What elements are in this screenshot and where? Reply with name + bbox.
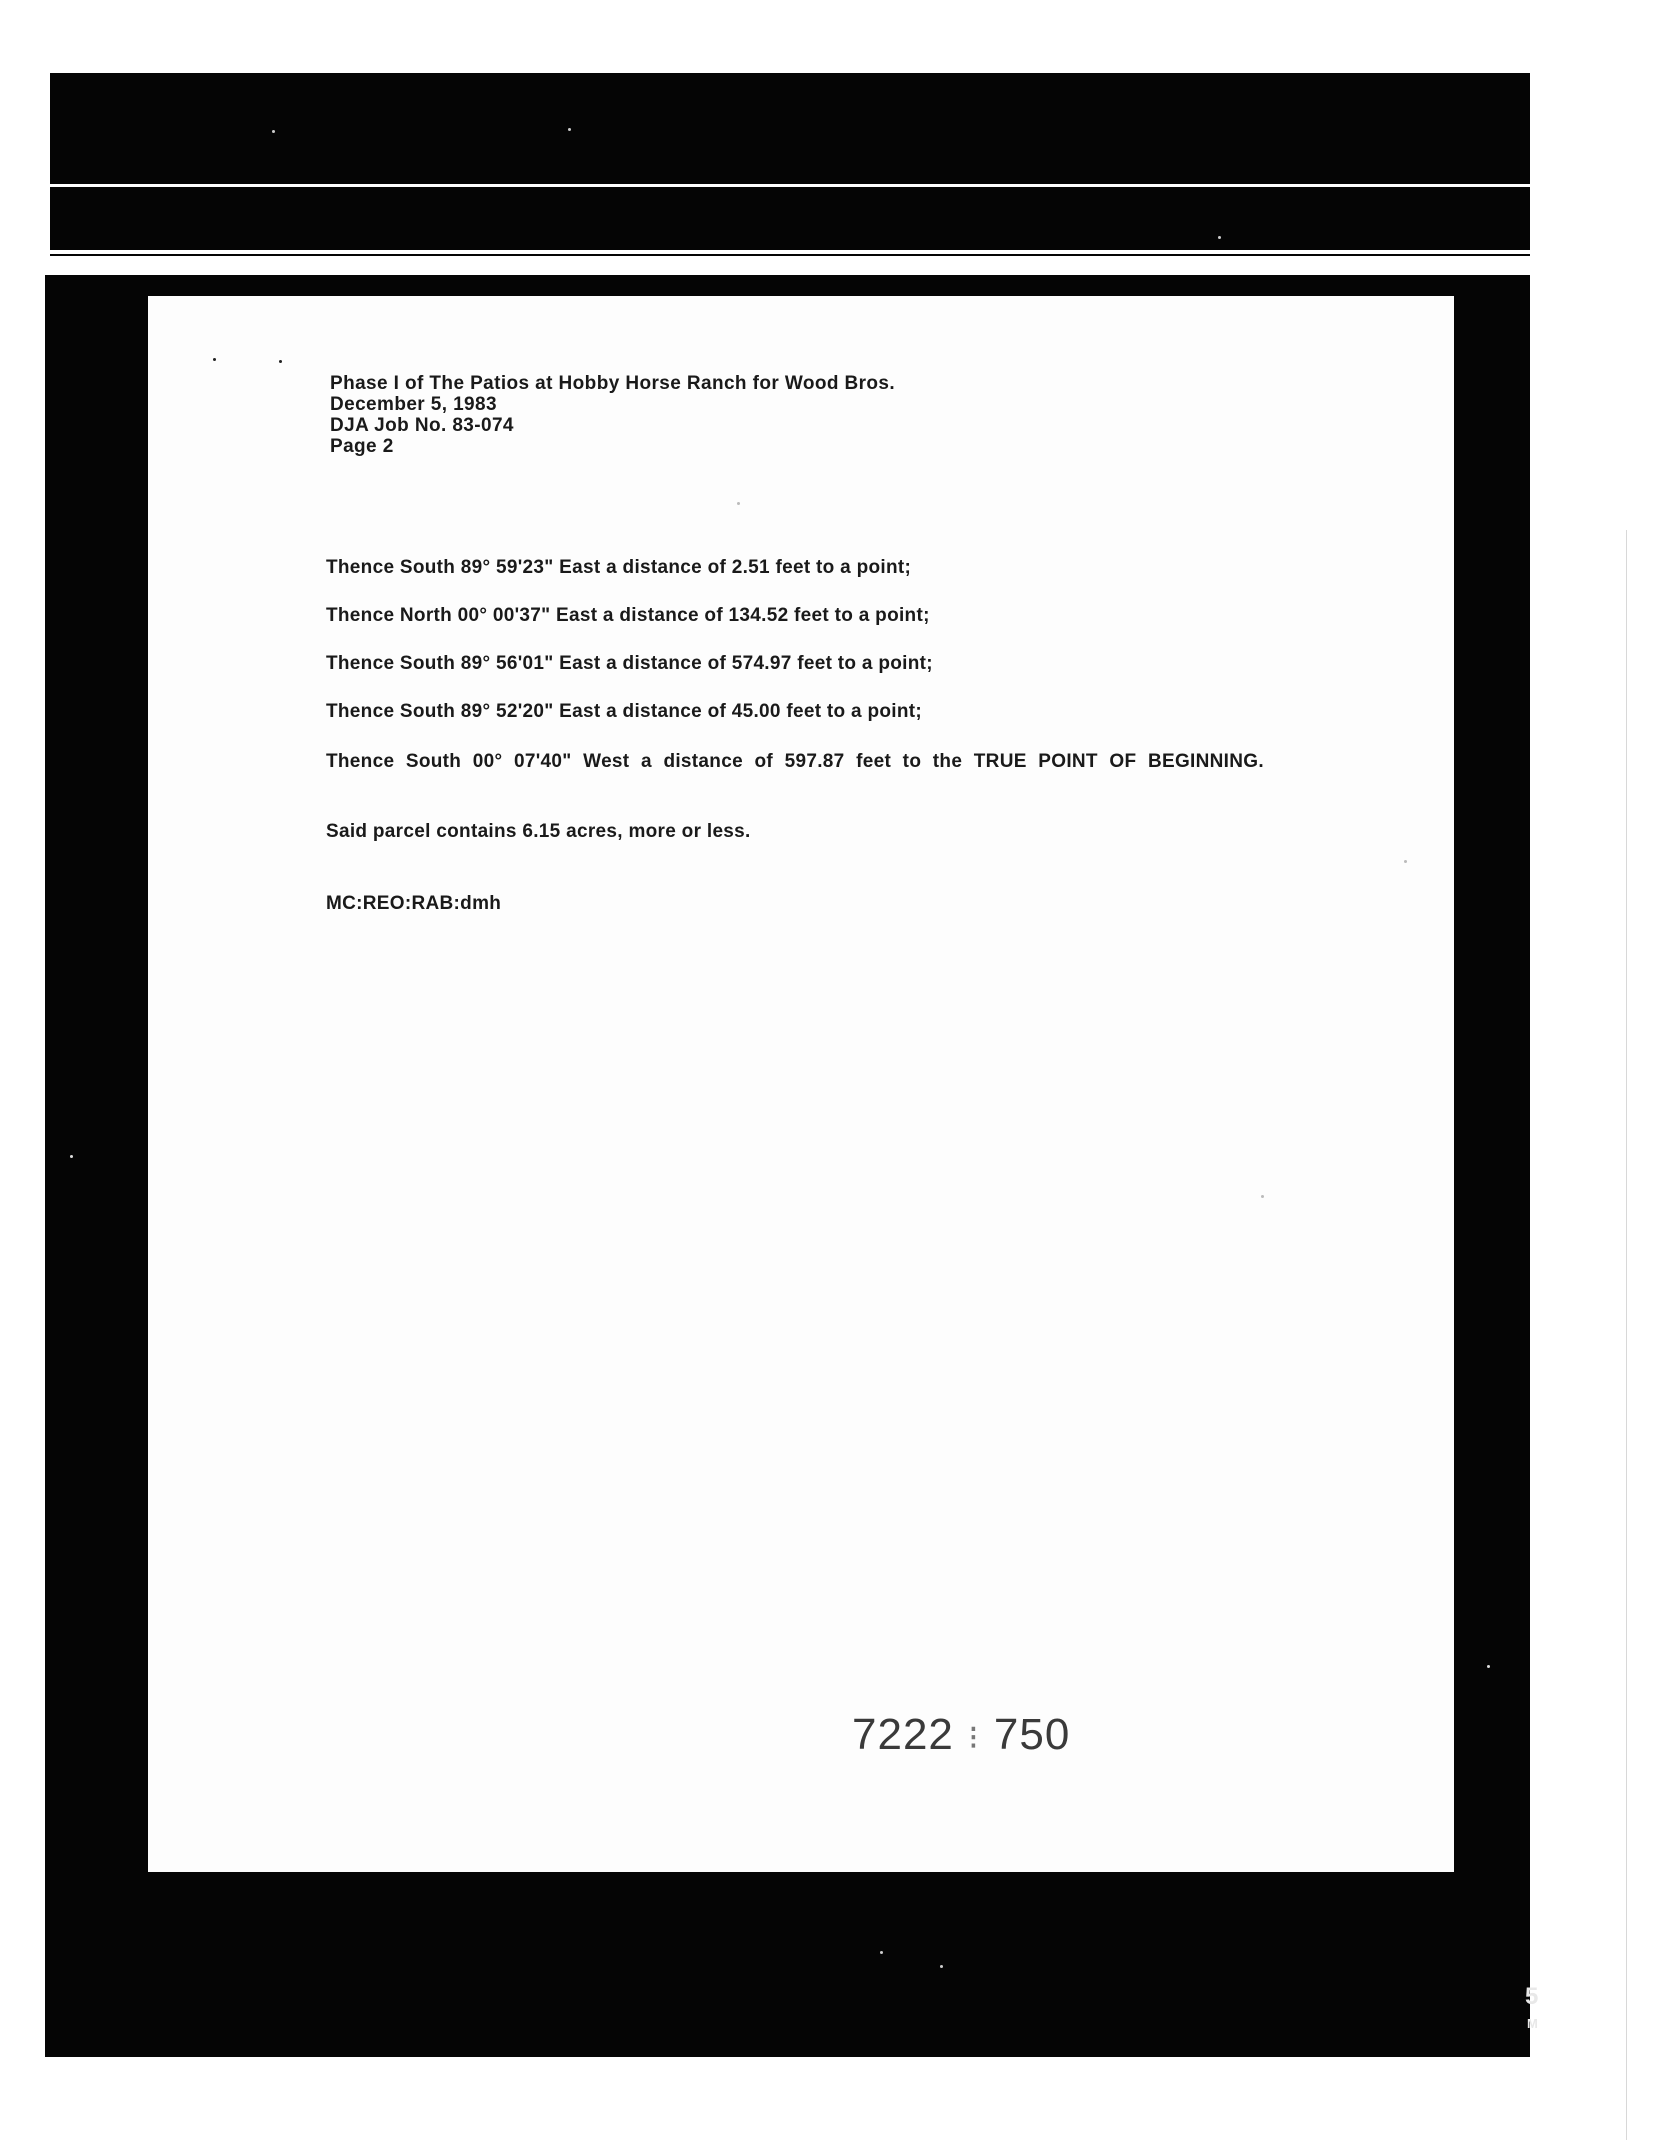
- document-header: [330, 373, 895, 457]
- scan-speck: [70, 1155, 73, 1158]
- margin-letter: M: [1527, 2016, 1538, 2031]
- course-line-final: Thence South 00° 07'40" West a distance of 597.87 feet to the TRUE POINT OF BEGINNING.: [326, 751, 1264, 772]
- document-title: Phase I of The Patios at Hobby Horse Ranch for Wood Bros.: [330, 373, 896, 394]
- document-page: [148, 296, 1454, 1872]
- page-number: Page 2: [330, 436, 394, 457]
- stamp-book-number: 7222: [852, 1710, 954, 1759]
- scan-speck: [272, 130, 275, 133]
- scan-speck: [1487, 1665, 1490, 1668]
- recording-stamp: [852, 1710, 1070, 1760]
- stamp-page-number: 750: [993, 1710, 1071, 1759]
- scan-speck: [1404, 860, 1407, 863]
- scan-speck: [279, 360, 282, 363]
- course-line: Thence South 89° 52'20" East a distance of 45.00 feet to a point;: [326, 701, 923, 722]
- page-edge-line: [1626, 530, 1627, 2140]
- scan-speck: [1218, 236, 1221, 239]
- stamp-separator: ⁝: [967, 1719, 980, 1757]
- document-date: December 5, 1983: [330, 394, 497, 415]
- course-line: Thence South 89° 56'01" East a distance of 574.97 feet to a point;: [326, 653, 933, 674]
- area-statement: Said parcel contains 6.15 acres, more or less.: [326, 821, 751, 842]
- scan-speck: [880, 1951, 883, 1954]
- scan-top-border: [50, 73, 1530, 256]
- scan-speck: [213, 358, 216, 361]
- scan-speck: [1261, 1195, 1264, 1198]
- reference-initials: MC:REO:RAB:dmh: [326, 893, 502, 914]
- margin-digit: 5: [1525, 1983, 1539, 2010]
- scan-stripe-lower: [50, 250, 1530, 254]
- scan-speck: [737, 502, 740, 505]
- scan-speck: [940, 1965, 943, 1968]
- course-line: Thence South 89° 59'23" East a distance of 2.51 feet to a point;: [326, 557, 912, 578]
- job-number: DJA Job No. 83-074: [330, 415, 514, 436]
- scan-stripe-upper: [50, 184, 1530, 187]
- scan-speck: [568, 128, 571, 131]
- course-line: Thence North 00° 00'37" East a distance of 134.52 feet to a point;: [326, 605, 930, 626]
